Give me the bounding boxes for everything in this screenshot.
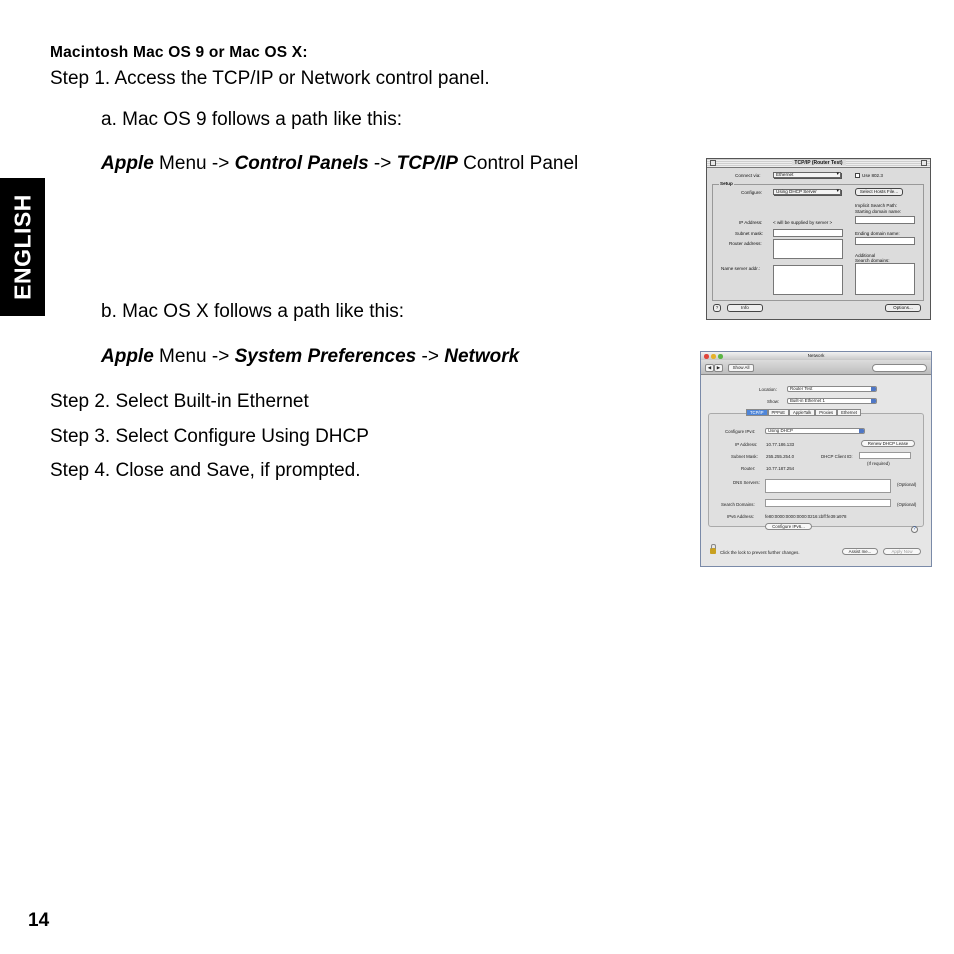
osx-show-popup[interactable] — [787, 398, 877, 404]
osx-apply-button[interactable]: Apply Now — [883, 548, 921, 555]
osx-window-title: Network — [807, 353, 825, 358]
os9-search-domains-label: Search domains: — [855, 258, 890, 263]
osx-location-popup[interactable] — [787, 386, 877, 392]
osx-subnet-label: Subnet Mask: — [731, 454, 758, 459]
os9-ending-domain-field[interactable] — [855, 237, 915, 245]
language-side-tab — [0, 178, 45, 316]
osx-minimize-button[interactable] — [711, 354, 716, 359]
os9-name-server-field[interactable] — [773, 265, 843, 295]
step-2: Step 2. Select Built-in Ethernet — [50, 391, 309, 412]
step-1: Step 1. Access the TCP/IP or Network control panel. — [50, 68, 490, 89]
path-osx-system-preferences: System Preferences — [234, 346, 417, 367]
osx-search-field[interactable] — [872, 364, 927, 372]
tab-pppoe[interactable]: PPPoE — [768, 409, 790, 416]
os9-options-button[interactable]: Options... — [885, 304, 921, 312]
os9-configure-label: Configure: — [741, 190, 763, 195]
osx-lock-text: Click the lock to prevent further changes. — [720, 550, 800, 555]
os9-connect-value: Ethernet — [776, 172, 794, 177]
os9-configure-popup[interactable] — [773, 189, 841, 195]
os9-zoom-box[interactable] — [921, 160, 927, 166]
osx-client-id-field[interactable] — [859, 452, 911, 459]
os9-select-hosts-button[interactable]: Select Hosts File... — [855, 188, 903, 196]
osx-router-label: Router: — [741, 466, 756, 471]
osx-forward-button[interactable] — [714, 364, 723, 372]
os9-connect-label: Connect via: — [735, 173, 761, 178]
osx-network-window — [700, 351, 932, 567]
os9-subnet-label: Subnet mask: — [735, 231, 764, 236]
os9-title-bar — [707, 159, 930, 168]
osx-configure-ipv6-button[interactable]: Configure IPv6... — [765, 523, 812, 530]
osx-help-button[interactable]: ? — [911, 526, 918, 533]
path-os9-apple: Apple — [101, 153, 154, 174]
osx-show-label: Show: — [767, 399, 780, 404]
os9-router-field[interactable] — [773, 239, 843, 259]
os9-search-domains-field[interactable] — [855, 263, 915, 295]
osx-configure-popup[interactable] — [765, 428, 865, 434]
osx-router-value: 10.77.187.254 — [766, 466, 795, 471]
path-os9-control-panel: Control Panel — [457, 153, 579, 174]
os9-ending-domain-label: Ending domain name: — [855, 231, 900, 236]
osx-search-domains-label: Search Domains: — [721, 502, 755, 507]
osx-tab-bar — [746, 409, 861, 416]
osx-show-arrow-icon — [871, 399, 876, 403]
os9-additional-label: Additional — [855, 253, 876, 258]
language-label: ENGLISH — [9, 194, 35, 300]
osx-search-optional: (Optional) — [897, 502, 917, 507]
path-os9-tcpip: TCP/IP — [396, 153, 458, 174]
osx-close-button[interactable] — [704, 354, 709, 359]
path-osx — [101, 347, 519, 366]
tab-tcpip[interactable]: TCP/IP — [746, 409, 768, 416]
path-os9-control-panels: Control Panels — [234, 153, 369, 174]
os9-info-button[interactable]: Info — [727, 304, 763, 312]
osx-location-label: Location: — [759, 387, 777, 392]
tab-proxies[interactable]: Proxies — [815, 409, 837, 416]
os9-configure-value: Using DHCP Server — [776, 189, 817, 194]
os9-ip-value: < will be supplied by server > — [773, 220, 833, 225]
os9-ip-label: IP Address: — [739, 220, 763, 225]
page-number: 14 — [28, 910, 50, 931]
osx-dns-optional: (Optional) — [897, 482, 917, 487]
osx-dns-label: DNS Servers: — [733, 480, 760, 485]
path-os9-arrow: -> — [368, 153, 397, 174]
osx-ipv6-value: fe80:0000:0000:0000:0216:cbff:fe39:a978 — [765, 514, 847, 519]
os9-window-title: TCP/IP (Router Test) — [791, 160, 845, 166]
osx-back-icon: ◀ — [707, 365, 712, 370]
tab-appletalk[interactable]: AppleTalk — [789, 409, 815, 416]
step-3: Step 3. Select Configure Using DHCP — [50, 426, 369, 447]
path-osx-menu: Menu -> — [153, 346, 235, 367]
os9-name-server-label: Name server addr.: — [721, 266, 761, 271]
os9-router-label: Router address: — [729, 241, 762, 246]
osx-ip-value: 10.77.186.133 — [766, 442, 795, 447]
osx-show-value: Built-in Ethernet 1 — [790, 398, 825, 403]
os9-subnet-field[interactable] — [773, 229, 843, 237]
os9-starting-domain-label: Starting domain name: — [855, 209, 902, 214]
osx-location-arrow-icon — [871, 387, 876, 391]
os9-implicit-search-label: Implicit Search Path: — [855, 203, 898, 208]
osx-assist-button[interactable]: Assist me... — [842, 548, 878, 555]
osx-renew-dhcp-button[interactable]: Renew DHCP Lease — [861, 440, 915, 447]
osx-if-required-label: (If required) — [867, 461, 890, 466]
path-os9-menu: Menu -> — [153, 153, 235, 174]
osx-location-value: Router Test — [790, 386, 813, 391]
osx-forward-icon: ▶ — [716, 365, 721, 370]
path-osx-arrow: -> — [416, 346, 445, 367]
os9-use-802-checkbox[interactable] — [855, 173, 860, 178]
step-4: Step 4. Close and Save, if prompted. — [50, 460, 361, 481]
osx-ip-label: IP Address: — [735, 442, 758, 447]
osx-title-bar — [701, 352, 931, 360]
os9-tcpip-window — [706, 158, 931, 320]
osx-back-button[interactable] — [705, 364, 714, 372]
osx-configure-label: Configure IPv4: — [725, 429, 756, 434]
osx-zoom-button[interactable] — [718, 354, 723, 359]
path-osx-network: Network — [444, 346, 520, 367]
os9-help-button[interactable]: ? — [713, 304, 721, 312]
step-1a: a. Mac OS 9 follows a path like this: — [101, 109, 402, 130]
path-os9 — [101, 154, 578, 173]
os9-close-box[interactable] — [710, 160, 716, 166]
osx-subnet-value: 255.255.254.0 — [766, 454, 795, 459]
step-1b: b. Mac OS X follows a path like this: — [101, 301, 405, 322]
os9-starting-domain-field[interactable] — [855, 216, 915, 224]
os9-use-802-label: Use 802.3 — [862, 173, 883, 178]
osx-lock-icon[interactable] — [710, 548, 716, 554]
tab-ethernet[interactable]: Ethernet — [837, 409, 861, 416]
section-heading: Macintosh Mac OS 9 or Mac OS X: — [50, 44, 308, 61]
path-osx-apple: Apple — [101, 346, 154, 367]
osx-dns-field[interactable] — [765, 479, 891, 493]
osx-configure-value: Using DHCP — [768, 428, 793, 433]
os9-connect-popup[interactable] — [773, 172, 841, 178]
osx-search-domains-field[interactable] — [765, 499, 891, 507]
osx-show-all-button[interactable]: Show All — [728, 364, 754, 372]
osx-configure-arrow-icon — [859, 429, 864, 433]
os9-setup-label: Setup — [720, 181, 733, 186]
osx-ipv6-label: IPv6 Address: — [727, 514, 755, 519]
osx-client-id-label: DHCP Client ID: — [821, 454, 853, 459]
